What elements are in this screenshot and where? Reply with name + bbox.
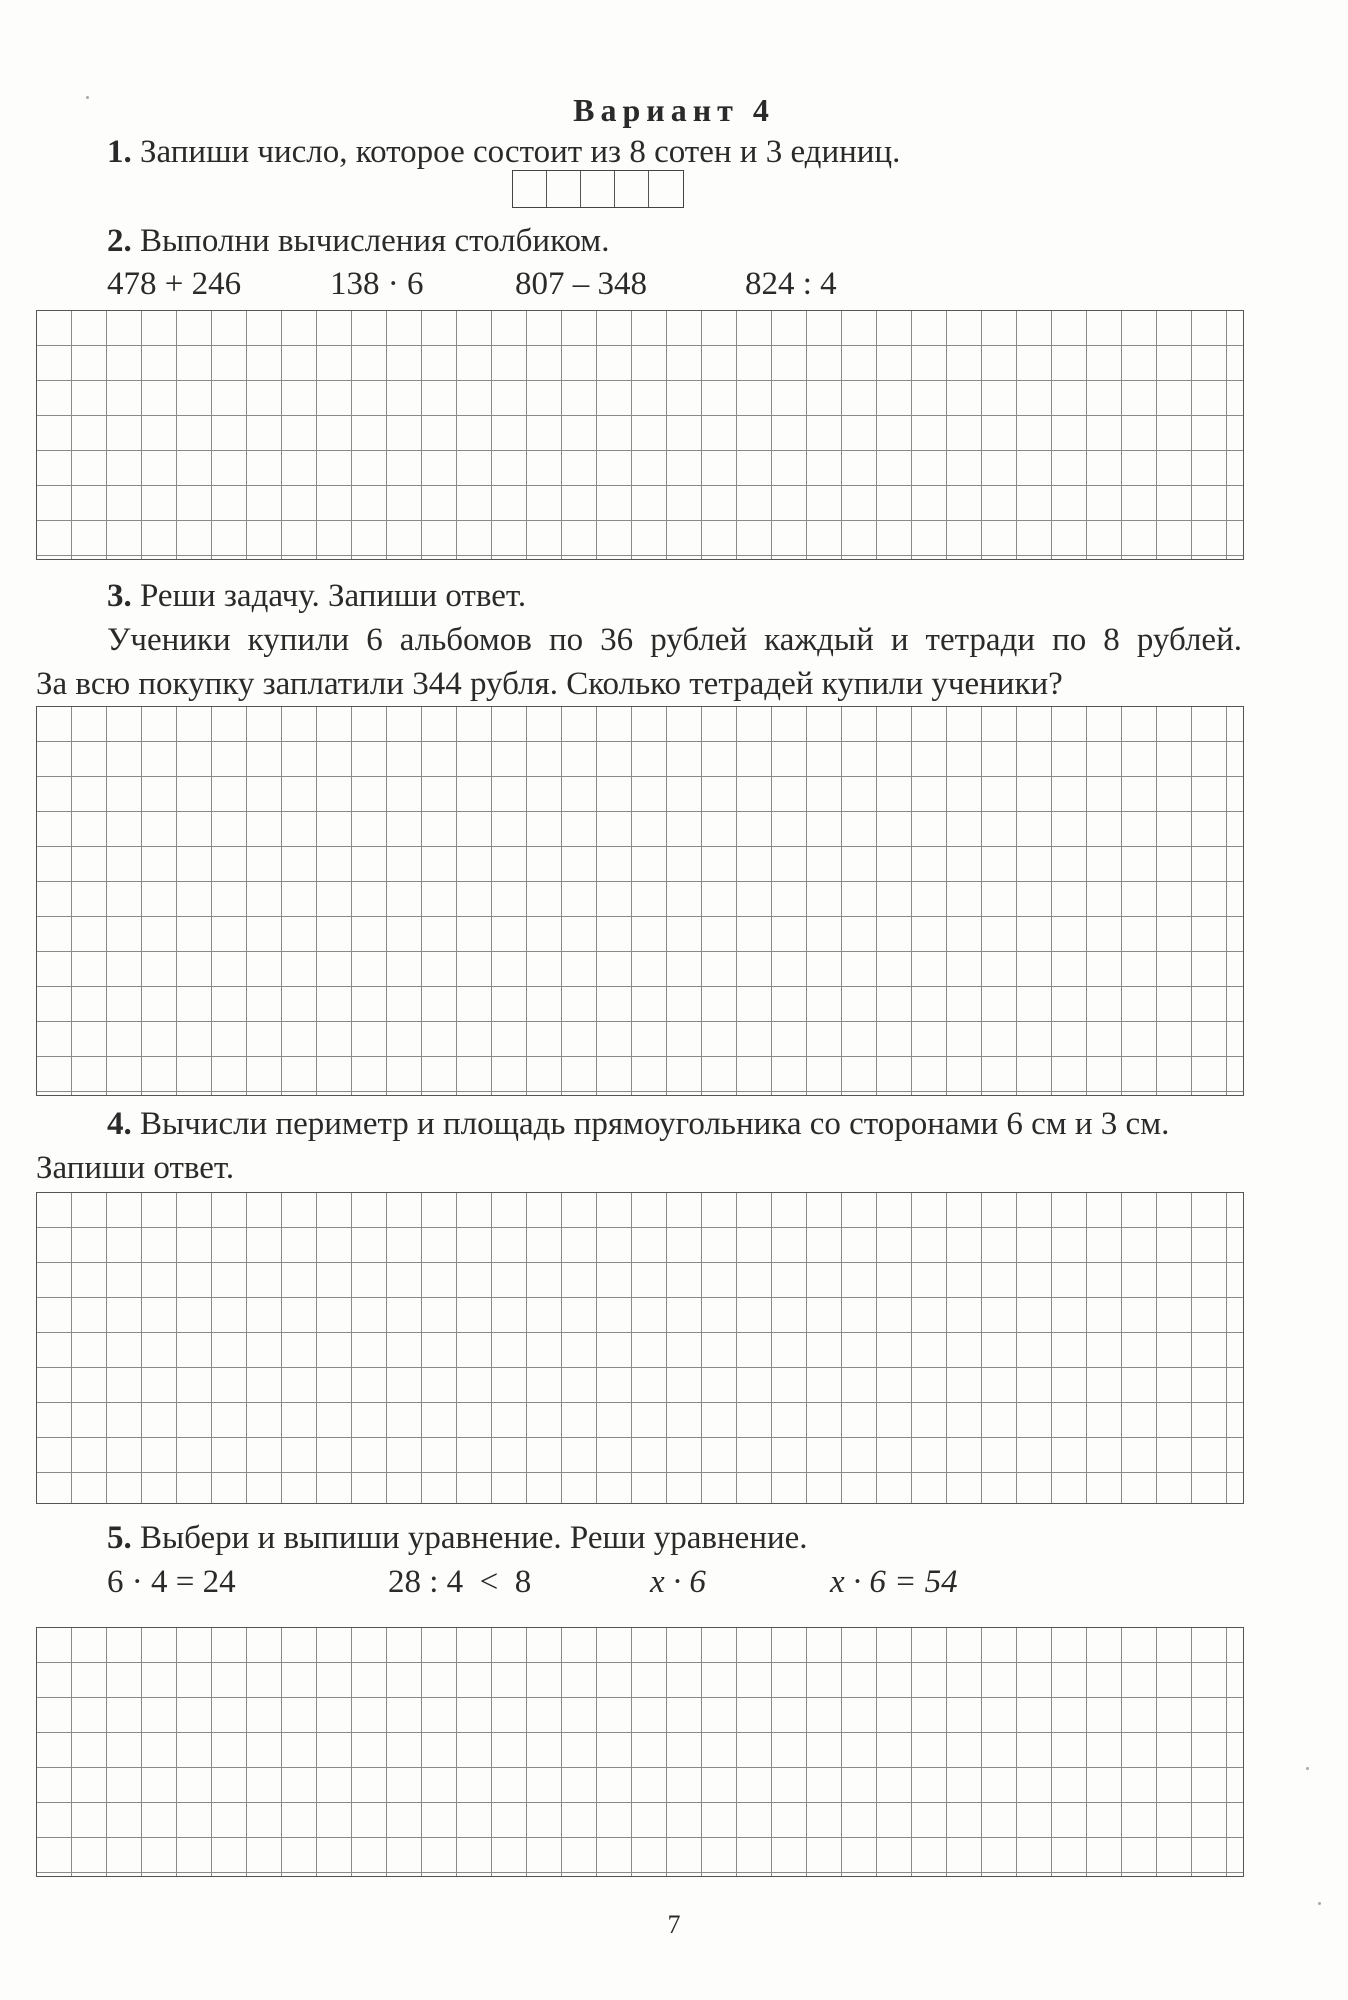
- task5-expression: x · 6 = 54: [830, 1564, 958, 1600]
- task2-expression: 807 – 348: [515, 266, 647, 302]
- scan-speck: [1318, 1902, 1321, 1905]
- task3-work-grid[interactable]: [36, 706, 1244, 1096]
- task2-expression: 478 + 246: [107, 266, 242, 302]
- task2-number: 2.: [107, 223, 132, 259]
- task3-number: 3.: [107, 578, 132, 614]
- scan-speck: [86, 96, 89, 99]
- task4-text-line2: Запиши ответ.: [36, 1150, 235, 1186]
- task1-number: 1.: [107, 134, 132, 170]
- task5-statement: [107, 1522, 808, 1555]
- task5-expression: 6 · 4 = 24: [107, 1564, 236, 1600]
- task3-problem-line1: Ученики купили 6 альбомов по 36 рублей каждый и тетради по 8 рублей.: [107, 622, 1242, 658]
- task2-statement: [107, 225, 609, 258]
- task1-text: Запиши число, которое состоит из 8 сотен и 3 единиц.: [140, 134, 901, 170]
- task2-work-grid[interactable]: [36, 310, 1244, 560]
- task5-text: Выбери и выпиши уравнение. Реши уравнение.: [140, 1520, 808, 1556]
- task4-statement: [107, 1108, 1169, 1141]
- answer-cell[interactable]: [581, 171, 615, 207]
- task2-expression: 824 : 4: [745, 266, 837, 302]
- task5-expression: x · 6: [650, 1564, 706, 1600]
- task4-work-grid[interactable]: [36, 1192, 1244, 1504]
- task3-statement: [107, 580, 526, 613]
- task2-text: Выполни вычисления столбиком.: [140, 223, 610, 259]
- task1-statement: [107, 136, 900, 169]
- task3-text: Реши задачу. Запиши ответ.: [140, 578, 527, 614]
- task5-expression: 28 : 4 < 8: [388, 1564, 532, 1600]
- task4-number: 4.: [107, 1106, 132, 1142]
- task4-text-line1: Вычисли периметр и площадь прямоугольника со сторонами 6 см и 3 см.: [140, 1106, 1170, 1142]
- answer-cell[interactable]: [615, 171, 649, 207]
- task5-number: 5.: [107, 1520, 132, 1556]
- scan-speck: [1306, 1767, 1309, 1770]
- answer-cell[interactable]: [513, 171, 547, 207]
- task1-answer-boxes[interactable]: [512, 170, 684, 208]
- page-title: Вариант 4: [573, 92, 775, 128]
- task2-expression: 138 · 6: [330, 266, 424, 302]
- task5-work-grid[interactable]: [36, 1627, 1244, 1877]
- answer-cell[interactable]: [547, 171, 581, 207]
- task3-problem-line2: За всю покупку заплатили 344 рубля. Сколько тетрадей купили ученики?: [36, 666, 1063, 702]
- page-number: 7: [667, 1910, 681, 1939]
- answer-cell[interactable]: [649, 171, 683, 207]
